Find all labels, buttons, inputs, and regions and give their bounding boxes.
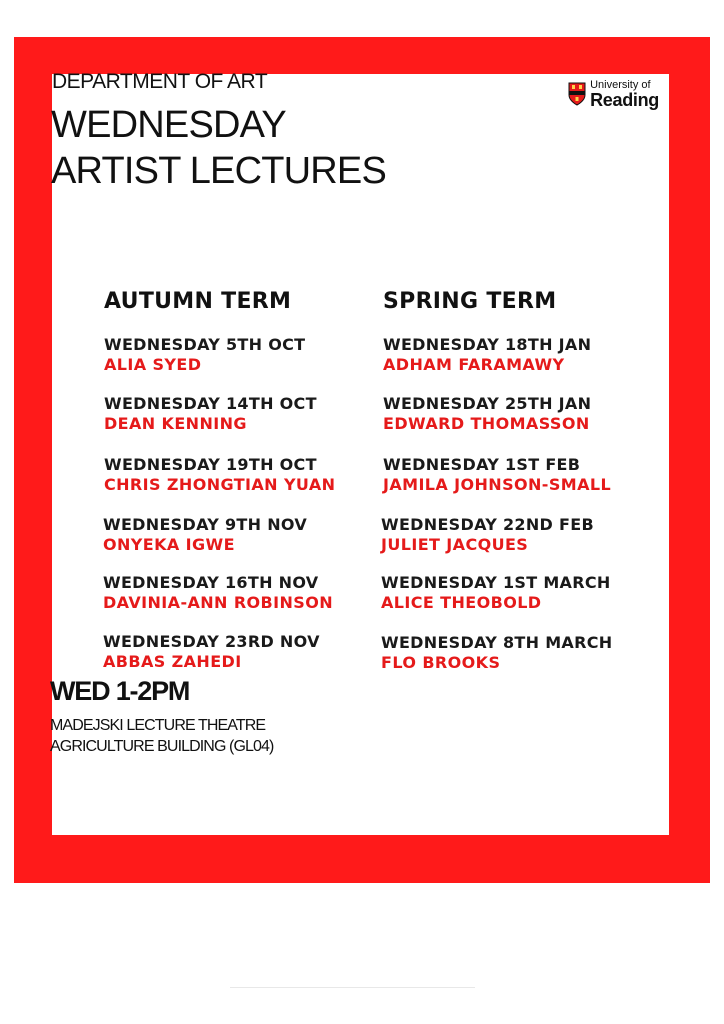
lecture-artist: ALICE THEOBOLD <box>381 593 542 612</box>
lecture-artist: DAVINIA-ANN ROBINSON <box>103 593 333 612</box>
lecture-entry <box>381 515 594 555</box>
lecture-date: WEDNESDAY 22ND FEB <box>381 515 594 534</box>
lecture-artist: CHRIS ZHONGTIAN YUAN <box>104 475 336 494</box>
spring-term-heading: SPRING TERM <box>383 289 557 314</box>
lecture-artist: ALIA SYED <box>104 355 202 374</box>
lecture-date: WEDNESDAY 23RD NOV <box>103 632 320 651</box>
university-crest-icon <box>568 82 586 106</box>
lecture-entry <box>383 335 591 375</box>
lecture-artist: FLO BROOKS <box>381 653 501 672</box>
lecture-entry <box>103 515 307 555</box>
lecture-date: WEDNESDAY 5TH OCT <box>104 335 306 354</box>
lecture-date: WEDNESDAY 16TH NOV <box>103 573 319 592</box>
university-logo <box>568 80 659 109</box>
lecture-artist: DEAN KENNING <box>104 414 247 433</box>
venue <box>50 715 273 757</box>
lecture-entry <box>104 394 317 434</box>
lecture-artist: JULIET JACQUES <box>381 535 529 554</box>
lecture-entry <box>104 455 335 495</box>
lecture-date: WEDNESDAY 25TH JAN <box>383 394 592 413</box>
lecture-entry <box>104 335 305 375</box>
lecture-entry <box>383 394 591 434</box>
title-line-2: ARTIST LECTURES <box>51 150 387 192</box>
lecture-entry <box>383 455 611 495</box>
lecture-date: WEDNESDAY 1ST FEB <box>383 455 581 474</box>
lecture-date: WEDNESDAY 9TH NOV <box>103 515 308 534</box>
autumn-term-heading: AUTUMN TERM <box>104 289 292 314</box>
lecture-time: WED 1-2PM <box>50 676 190 706</box>
divider <box>230 987 475 988</box>
title-line-1: WEDNESDAY <box>51 104 286 146</box>
lecture-date: WEDNESDAY 14TH OCT <box>104 394 317 413</box>
lecture-artist: ONYEKA IGWE <box>103 535 235 554</box>
lecture-entry <box>381 633 612 673</box>
poster-title <box>51 102 386 194</box>
lecture-date: WEDNESDAY 8TH MARCH <box>381 633 613 652</box>
lecture-date: WEDNESDAY 18TH JAN <box>383 335 592 354</box>
lecture-date: WEDNESDAY 19TH OCT <box>104 455 317 474</box>
lecture-date: WEDNESDAY 1ST MARCH <box>381 573 611 592</box>
lecture-entry <box>103 573 333 613</box>
lecture-artist: EDWARD THOMASSON <box>383 414 590 433</box>
lecture-entry <box>381 573 611 613</box>
logo-line-2: Reading <box>590 90 659 110</box>
lecture-artist: ABBAS ZAHEDI <box>103 652 242 671</box>
lecture-artist: ADHAM FARAMAWY <box>383 355 565 374</box>
department-label: DEPARTMENT OF ART <box>52 70 268 93</box>
lecture-entry <box>103 632 320 672</box>
venue-line-2: AGRICULTURE BUILDING (GL04) <box>50 738 274 755</box>
venue-line-1: MADEJSKI LECTURE THEATRE <box>50 717 266 734</box>
logo-line-1: University of <box>590 79 651 91</box>
lecture-artist: JAMILA JOHNSON-SMALL <box>383 475 612 494</box>
